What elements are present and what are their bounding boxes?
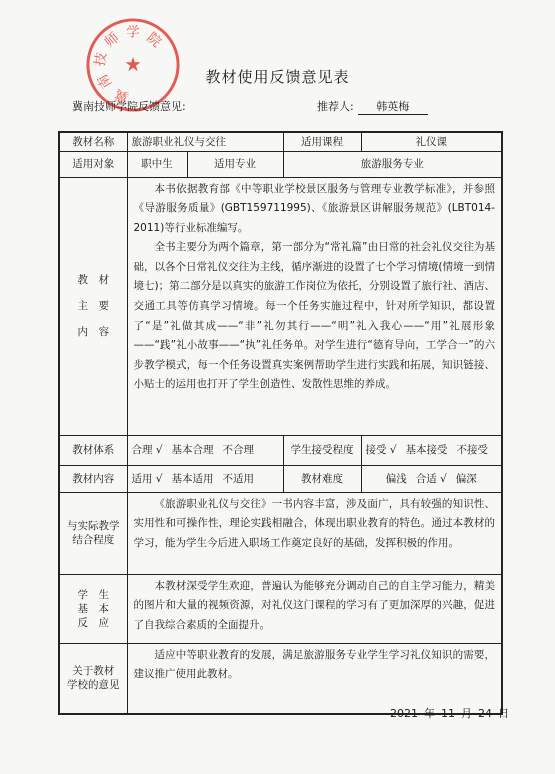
sign-date: 2021 年 11 月 24 日 [390,707,509,720]
course-label: 适用课程 [283,132,361,151]
seal-char: 南 [94,71,116,92]
seal-char: 院 [143,29,165,51]
recommender-name: 韩英梅 [358,98,428,115]
content-quality-options: 适用 √ 基本适用 不适用 [127,465,283,492]
row-combine [59,492,502,574]
seal-char: 冀 [112,85,132,106]
target-label: 适用对象 [59,151,127,177]
system-options: 合理 √ 基本合理 不合理 [127,435,283,465]
recommender-label: 推荐人: [317,100,354,113]
major-label: 适用专业 [187,151,283,177]
major-value: 旅游服务专业 [283,151,502,177]
row-textbook-name [59,132,502,151]
svg-text:★: ★ [124,52,142,76]
row-main-content [59,177,502,435]
recommender-field [317,98,428,115]
textbook-name-label: 教材名称 [59,132,127,151]
accept-options: 接受 √ 基本接受 不接受 [361,435,502,465]
content-paragraph: 本书依据教育部《中等职业学校景区服务与管理专业教学标准》，并参照《导游服务质量》(GBT159711995)、《旅游景区讲解服务规范》(LBT014-2011)等行业标准编写。 [133,182,495,234]
row-student [59,574,502,643]
course-value: 礼仪课 [361,132,502,151]
row-system [59,435,502,465]
combine-label: 与实际教学 结合程度 [59,492,127,574]
feedback-form-table [58,131,503,715]
seal-char: 师 [101,29,123,51]
page-title: 教材使用反馈意见表 [205,68,350,86]
seal-char: 技 [91,51,111,68]
opinion-text: 适应中等职业教育的发展，满足旅游服务专业学生学习礼仪知识的需要，建议推广使用此教材。 [127,643,502,714]
difficulty-label: 教材难度 [283,465,361,492]
content-paragraph: 全书主要分为两个篇章，第一部分为“常礼篇”由日常的社会礼仪交往为基础，以各个日常礼仪交往为主线，循序渐进的设置了七个学习情境(情境一到情境七)；第二部分是以真实的旅游工作岗位为依托，分别设置了旅行社、酒店、交通工具等仿真学习情境。每一个任务实施过程中，针对所学知识，都设置了“是”礼做其成——“非”礼勿其行——“明”礼入我心——“用”礼展形象——“践”礼小故事——“执”礼任务单。对学生进行“德育导向，工学合一”的六步教学模式，每一个任务设置真实案例帮助学生进行实践和拓展，知识链接、小贴士的运用也打开了学生创造性、发散性思维的养成。 [133,241,495,391]
org-feedback-label: 冀南技师学院反馈意见: [72,100,186,113]
textbook-name-value: 旅游职业礼仪与交往 [127,132,283,151]
seal-char: 学 [126,24,140,41]
row-content-quality [59,465,502,492]
system-label: 教材体系 [59,435,127,465]
row-opinion [59,643,502,714]
content-quality-label: 教材内容 [59,465,127,492]
main-content-label: 教 材 主 要 内 容 [59,177,127,435]
accept-label: 学生接受程度 [283,435,361,465]
student-text: 本教材深受学生欢迎，普遍认为能够充分调动自己的自主学习能力，精美的图片和大量的视频资源，对礼仪这门课程的学习有了更加深厚的兴趣，促进了自我综合素质的全面提升。 [127,574,502,643]
row-target [59,151,502,177]
main-content-text [127,177,502,435]
student-label: 学 生 基 本 反 应 [59,574,127,643]
opinion-label: 关于教材 学校的意见 [59,643,127,714]
target-value: 职中生 [127,151,187,177]
combine-text: 《旅游职业礼仪与交往》一书内容丰富，涉及面广，具有较强的知识性、实用性和可操作性，理论实践相融合，体现出职业教育的特色。通过本教材的学习，能为学生今后进入职场工作奠定良好的基础，发挥积极的作用。 [127,492,502,574]
difficulty-options: 偏浅 合适 √ 偏深 [361,465,502,492]
